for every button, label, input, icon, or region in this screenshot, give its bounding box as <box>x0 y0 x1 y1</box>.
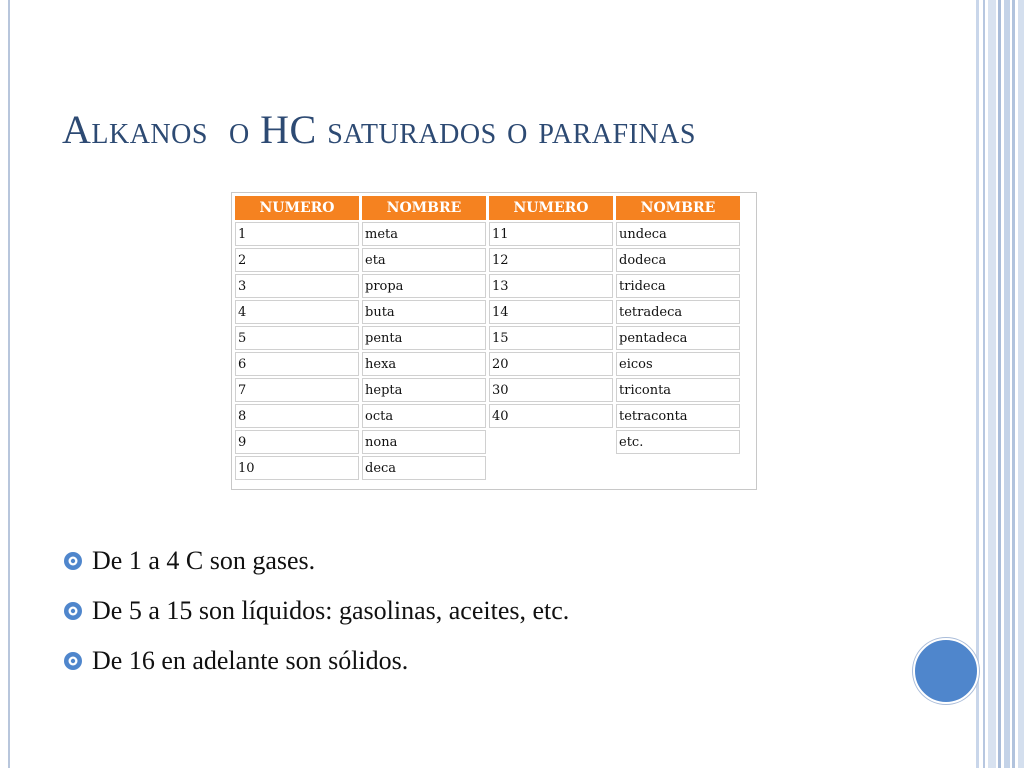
table-row <box>235 326 740 350</box>
table-header-row <box>235 196 740 220</box>
cell-nombre: deca <box>362 456 486 480</box>
cell-nombre: octa <box>362 404 486 428</box>
cell-numero: 12 <box>489 248 613 272</box>
cell-numero: 8 <box>235 404 359 428</box>
cell-numero: 4 <box>235 300 359 324</box>
bullet-item <box>62 536 569 586</box>
cell-numero: 11 <box>489 222 613 246</box>
table-row <box>235 300 740 324</box>
header-numero: NUMERO <box>235 196 359 220</box>
cell-nombre: hexa <box>362 352 486 376</box>
cell-numero: 14 <box>489 300 613 324</box>
cell-nombre: eicos <box>616 352 740 376</box>
table-row <box>235 404 740 428</box>
cell-numero: 30 <box>489 378 613 402</box>
stripe <box>1012 0 1015 768</box>
table-row <box>235 430 740 454</box>
decorative-circle <box>913 638 979 704</box>
cell-numero <box>489 456 613 480</box>
cell-nombre: meta <box>362 222 486 246</box>
cell-nombre: tetraconta <box>616 404 740 428</box>
cell-nombre: trideca <box>616 274 740 298</box>
cell-nombre: hepta <box>362 378 486 402</box>
stripe <box>998 0 1001 768</box>
bullet-list <box>62 536 569 686</box>
cell-numero: 7 <box>235 378 359 402</box>
cell-numero: 1 <box>235 222 359 246</box>
alkanes-table-image <box>231 192 757 490</box>
gear-bullet-icon <box>62 600 84 622</box>
header-nombre: NOMBRE <box>362 196 486 220</box>
bullet-item <box>62 636 569 686</box>
cell-numero: 10 <box>235 456 359 480</box>
cell-numero: 9 <box>235 430 359 454</box>
header-numero: NUMERO <box>489 196 613 220</box>
cell-numero: 2 <box>235 248 359 272</box>
stripe <box>1004 0 1010 768</box>
cell-numero: 20 <box>489 352 613 376</box>
gear-bullet-icon <box>62 650 84 672</box>
table-row <box>235 456 740 480</box>
cell-nombre: penta <box>362 326 486 350</box>
cell-numero: 13 <box>489 274 613 298</box>
cell-nombre <box>616 456 740 480</box>
table-row <box>235 248 740 272</box>
alkanes-table <box>232 194 743 482</box>
cell-numero: 40 <box>489 404 613 428</box>
gear-bullet-icon <box>62 550 84 572</box>
bullet-text: De 5 a 15 son líquidos: gasolinas, aceites, etc. <box>92 596 570 625</box>
cell-nombre: eta <box>362 248 486 272</box>
cell-nombre: undeca <box>616 222 740 246</box>
bullet-item <box>62 586 569 636</box>
cell-numero <box>489 430 613 454</box>
slide-title: Alkanos o HC saturados o parafinas <box>62 107 696 152</box>
cell-nombre: tetradeca <box>616 300 740 324</box>
cell-nombre: nona <box>362 430 486 454</box>
cell-numero: 6 <box>235 352 359 376</box>
bullet-text: De 16 en adelante son sólidos. <box>92 646 409 675</box>
right-decorative-stripes <box>976 0 1024 768</box>
cell-numero: 15 <box>489 326 613 350</box>
cell-nombre: triconta <box>616 378 740 402</box>
stripe <box>976 0 979 768</box>
cell-nombre: etc. <box>616 430 740 454</box>
stripe <box>1018 0 1024 768</box>
table-row <box>235 274 740 298</box>
cell-nombre: buta <box>362 300 486 324</box>
cell-numero: 5 <box>235 326 359 350</box>
left-border-line <box>8 0 10 768</box>
stripe <box>983 0 985 768</box>
cell-nombre: dodeca <box>616 248 740 272</box>
table-row <box>235 378 740 402</box>
cell-nombre: pentadeca <box>616 326 740 350</box>
table-row <box>235 352 740 376</box>
table-row <box>235 222 740 246</box>
header-nombre: NOMBRE <box>616 196 740 220</box>
table-body <box>235 222 740 480</box>
stripe <box>988 0 996 768</box>
bullet-text: De 1 a 4 C son gases. <box>92 546 316 575</box>
cell-numero: 3 <box>235 274 359 298</box>
cell-nombre: propa <box>362 274 486 298</box>
